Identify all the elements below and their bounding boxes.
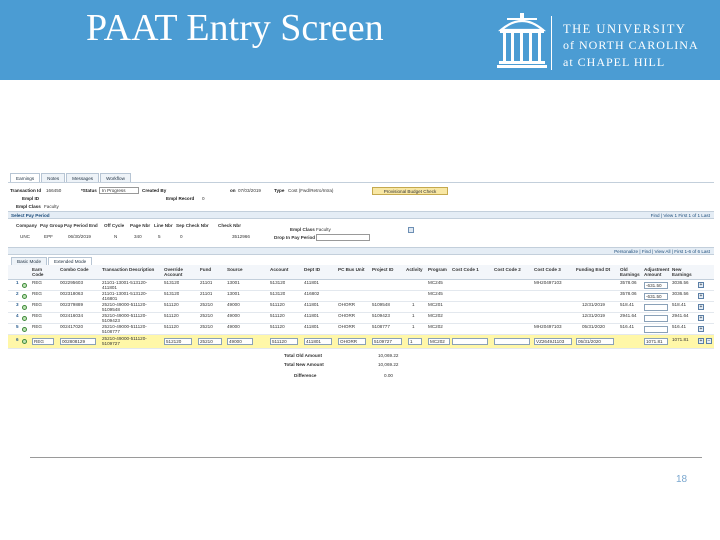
status-circle-icon[interactable] bbox=[22, 305, 27, 310]
adjustment-input[interactable] bbox=[644, 315, 668, 322]
col-company: Company bbox=[16, 223, 37, 228]
logo-line-2: of NORTH CAROLINA bbox=[563, 38, 699, 52]
row-fund: 21101 bbox=[200, 281, 213, 285]
row-dept-id: 411801 bbox=[304, 281, 319, 285]
col-funding-end-dt: Funding End Dt bbox=[576, 267, 611, 272]
row-source: 13001 bbox=[227, 292, 240, 296]
type-value: Cost (Fwd/Retro/Intra) bbox=[288, 188, 334, 193]
row-fund: 21101 bbox=[200, 292, 213, 296]
col-pay-period-end: Pay Period End bbox=[64, 223, 98, 228]
row-program: MC202 bbox=[428, 325, 443, 329]
tab-extended-mode[interactable]: Extended Mode bbox=[48, 257, 92, 265]
logo-line-3: at CHAPEL HILL bbox=[563, 55, 666, 69]
total-old-amount-value: 10,069.22 bbox=[378, 353, 399, 358]
col-line-nbr: Line Nbr bbox=[154, 223, 173, 228]
tab-messages[interactable]: Messages bbox=[66, 173, 99, 182]
total-new-amount-label: Total New Amount bbox=[284, 362, 324, 367]
col-off-cycle: Off Cycle bbox=[104, 223, 125, 228]
row-description: 25210-49000-511120-5108777 bbox=[102, 325, 147, 334]
paat-entry-screenshot bbox=[8, 171, 714, 399]
row-combo-code: 002379889 bbox=[60, 303, 83, 307]
row-account: 513120 bbox=[270, 281, 286, 285]
row-program: MC245 bbox=[428, 281, 443, 285]
pp-pay-period-end: 06/30/2019 bbox=[68, 234, 91, 239]
row-account: 511120 bbox=[270, 325, 285, 329]
pp-page-nbr: 340 bbox=[134, 234, 142, 239]
activity-input[interactable]: 1 bbox=[408, 338, 422, 345]
col-account: Account bbox=[270, 267, 289, 272]
row-description: 25210-49000-511120-5109548 bbox=[102, 303, 147, 312]
earn-code-input[interactable]: REG bbox=[32, 338, 54, 345]
select-pay-period-title: Select Pay Period bbox=[11, 213, 50, 218]
col-earn-code: Earn Code bbox=[32, 267, 44, 277]
transaction-id-value: 166450 bbox=[46, 188, 62, 193]
on-date: 07/03/2019 bbox=[238, 188, 261, 193]
row-combo-code: 002417020 bbox=[60, 325, 83, 329]
row-source: 13001 bbox=[227, 281, 240, 285]
col-program: Program bbox=[428, 267, 447, 272]
row-dept-id: 416802 bbox=[304, 292, 320, 296]
table-row bbox=[8, 302, 714, 313]
status-label: *Status bbox=[81, 188, 97, 193]
row-activity: 1 bbox=[412, 303, 415, 307]
row-description: 21101-13001-513120-416801 bbox=[102, 292, 148, 301]
pp-sep-check-nbr: 0 bbox=[180, 234, 183, 239]
row-pc-bus-unit: OHORR bbox=[338, 325, 356, 329]
on-label: on bbox=[230, 188, 236, 193]
row-earn-code: REG bbox=[32, 325, 42, 329]
row-description: 25210-49000-511120-5109423 bbox=[102, 314, 147, 323]
col-adjustment-amount: Adjustment Amount bbox=[644, 267, 670, 277]
col-combo-code: Combo Code bbox=[60, 267, 89, 272]
tab-notes[interactable]: Notes bbox=[41, 173, 65, 182]
status-circle-icon[interactable] bbox=[22, 327, 27, 332]
drop-in-pay-period-select[interactable] bbox=[316, 234, 370, 241]
row-number: 1 bbox=[16, 281, 19, 285]
col-page-nbr: Page Nbr bbox=[130, 223, 151, 228]
row-fund: 25210 bbox=[200, 303, 213, 307]
col-old-earnings: Old Earnings bbox=[620, 267, 640, 277]
status-select[interactable]: In Progress bbox=[99, 187, 139, 194]
row-earn-code: REG bbox=[32, 292, 42, 296]
program-input[interactable]: MC202 bbox=[428, 338, 450, 345]
col-override-account: Override Account bbox=[164, 267, 183, 277]
drop-in-pay-period-label: Drop In Pay Period bbox=[274, 235, 316, 240]
tab-workflow[interactable]: Workflow bbox=[100, 173, 131, 182]
row-number: 4 bbox=[16, 314, 19, 318]
row-fund: 25210 bbox=[200, 314, 213, 318]
row-funding-end: 12/31/2019 bbox=[582, 314, 605, 318]
row-new-earnings: 518.41 bbox=[672, 303, 687, 307]
empl-class-label: Empl Class bbox=[16, 204, 41, 209]
combo-code-input[interactable]: 002808129 bbox=[60, 338, 96, 345]
page-number: 18 bbox=[676, 474, 688, 485]
row-override-account: 511120 bbox=[164, 303, 179, 307]
table-row-new-highlighted bbox=[8, 335, 714, 349]
row-old-earnings: 3578.06 bbox=[620, 281, 637, 285]
pp-line-nbr: 5 bbox=[158, 234, 161, 239]
col-cost-code-2: Cost Code 2 bbox=[494, 267, 521, 272]
empl-record-value: 0 bbox=[202, 196, 205, 201]
tab-basic-mode[interactable]: Basic Mode bbox=[11, 257, 47, 265]
project-id-input[interactable]: 5109727 bbox=[372, 338, 402, 345]
row-project-id: 5109548 bbox=[372, 303, 390, 307]
row-override-account: 511120 bbox=[164, 325, 179, 329]
row-override-account: 513120 bbox=[164, 292, 180, 296]
difference-value: 0.00 bbox=[384, 373, 393, 378]
col-pc-bus-unit: PC Bus Unit bbox=[338, 267, 365, 272]
row-source: 49000 bbox=[227, 314, 240, 318]
row-earn-code: REG bbox=[32, 303, 42, 307]
unc-logo bbox=[497, 10, 717, 76]
row-old-earnings: 518.41 bbox=[620, 303, 635, 307]
row-fund: 25210 bbox=[200, 325, 213, 329]
status-circle-icon[interactable] bbox=[22, 294, 27, 299]
footer-divider bbox=[30, 457, 702, 458]
row-activity: 1 bbox=[412, 325, 415, 329]
fund-input[interactable]: 25210 bbox=[198, 338, 222, 345]
row-number: 5 bbox=[16, 325, 19, 329]
source-input[interactable]: 49000 bbox=[227, 338, 253, 345]
col-activity: Activity bbox=[406, 267, 423, 272]
row-account: 511120 bbox=[270, 303, 285, 307]
row-old-earnings: 516.41 bbox=[620, 325, 635, 329]
row-pc-bus-unit: OHORR bbox=[338, 303, 356, 307]
col-cost-code-3: Cost Code 3 bbox=[534, 267, 561, 272]
row-override-account: 513120 bbox=[164, 281, 180, 285]
row-description: 25210-49000-511120-5109727 bbox=[102, 337, 147, 346]
row-new-earnings: 3036.56 bbox=[672, 292, 689, 296]
logo-line-1: THE UNIVERSITY bbox=[563, 22, 687, 36]
row-source: 49000 bbox=[227, 303, 240, 307]
select-pay-period-nav[interactable]: Find | View 1 First 1 of 1 Last bbox=[650, 213, 710, 218]
cost-code-2-input[interactable] bbox=[494, 338, 530, 345]
add-row-icon[interactable]: + bbox=[699, 282, 703, 288]
dept-id-input[interactable]: 411801 bbox=[304, 338, 332, 345]
pc-bus-unit-input[interactable]: OHORR bbox=[338, 338, 366, 345]
empl-class-value: Faculty bbox=[44, 204, 59, 209]
status-circle-icon[interactable] bbox=[22, 339, 27, 344]
add-row-icon[interactable]: + bbox=[699, 315, 703, 321]
row-project-id: 5109423 bbox=[372, 314, 390, 318]
row-program: MC201 bbox=[428, 303, 443, 307]
row-combo-code: 002416034 bbox=[60, 314, 83, 318]
slide-title: PAAT Entry Screen bbox=[86, 7, 384, 49]
row-new-earnings: 1071.81 bbox=[672, 338, 689, 342]
table-row bbox=[8, 291, 714, 302]
col-new-earnings: New Earnings bbox=[672, 267, 692, 277]
override-account-input[interactable]: 512120 bbox=[164, 338, 192, 345]
adjustment-input[interactable] bbox=[644, 304, 668, 311]
row-account: 511120 bbox=[270, 314, 285, 318]
col-dept-id: Dept ID bbox=[304, 267, 321, 272]
type-label: Type bbox=[274, 188, 285, 193]
adjustment-input[interactable]: -631.50 bbox=[644, 282, 668, 289]
row-dept-id: 411801 bbox=[304, 303, 319, 307]
col-empl-class: Empl Class bbox=[290, 227, 315, 232]
row-funding-end: 12/31/2019 bbox=[582, 303, 605, 307]
account-input[interactable]: 511120 bbox=[270, 338, 298, 345]
row-pc-bus-unit: OHORR bbox=[338, 314, 356, 318]
col-sep-check-nbr: Sep Check Nbr bbox=[176, 223, 209, 228]
row-new-earnings: 2941.64 bbox=[672, 314, 689, 318]
provisional-budget-check-button[interactable]: Provisional Budget Check bbox=[372, 187, 448, 195]
tab-earnings[interactable]: Earnings bbox=[10, 173, 40, 182]
adjustment-input[interactable]: 1071.81 bbox=[644, 338, 668, 345]
row-description: 21101-13001-513120-411801 bbox=[102, 281, 148, 290]
pp-empl-class-value: Faculty bbox=[316, 227, 331, 232]
row-new-earnings: 3036.56 bbox=[672, 281, 689, 285]
row-combo-code: 002295603 bbox=[60, 281, 83, 285]
earnings-grid-header bbox=[8, 265, 714, 280]
table-row bbox=[8, 324, 714, 335]
row-override-account: 511120 bbox=[164, 314, 179, 318]
logo-divider bbox=[551, 16, 552, 70]
pay-period-nav[interactable]: Personalize | Find | View All | First 1-6 of 6 Last bbox=[614, 249, 710, 254]
row-earn-code: REG bbox=[32, 314, 42, 318]
adjustment-input[interactable]: -631.50 bbox=[644, 293, 668, 300]
row-combo-code: 002318063 bbox=[60, 292, 83, 296]
adjustment-input[interactable] bbox=[644, 326, 668, 333]
tab-divider bbox=[8, 182, 714, 183]
col-transaction-description: Transaction Description bbox=[102, 267, 155, 272]
row-project-id: 5108777 bbox=[372, 325, 390, 329]
row-number: 3 bbox=[16, 303, 19, 307]
add-row-icon[interactable]: + bbox=[699, 293, 703, 299]
row-source: 49000 bbox=[227, 325, 240, 329]
row-account: 513120 bbox=[270, 292, 286, 296]
transaction-id-label: Transaction Id bbox=[10, 188, 42, 193]
col-fund: Fund bbox=[200, 267, 212, 272]
funding-end-date-input[interactable]: 05/31/2020 bbox=[576, 338, 614, 345]
created-by-label: Created By bbox=[142, 188, 167, 193]
row-new-earnings: 516.41 bbox=[672, 325, 687, 329]
pp-company: UNC bbox=[20, 234, 30, 239]
pp-off-cycle: N bbox=[114, 234, 118, 239]
row-dept-id: 411801 bbox=[304, 325, 319, 329]
table-row bbox=[8, 313, 714, 324]
pp-check-nbr: 3512966 bbox=[232, 234, 250, 239]
row-cost-code-3: MH20497103 bbox=[534, 325, 562, 329]
delete-row-icon[interactable]: − bbox=[707, 338, 711, 344]
total-new-amount-value: 10,069.22 bbox=[378, 362, 399, 367]
pay-period-bar bbox=[8, 247, 714, 255]
add-row-icon[interactable]: + bbox=[699, 326, 703, 332]
add-row-icon[interactable]: + bbox=[699, 338, 703, 344]
status-circle-icon[interactable] bbox=[22, 316, 27, 321]
pp-pay-group: EPF bbox=[44, 234, 53, 239]
mode-tabs bbox=[11, 257, 93, 265]
col-source: Source bbox=[227, 267, 243, 272]
table-row bbox=[8, 280, 714, 291]
total-old-amount-label: Total Old Amount bbox=[284, 353, 323, 358]
difference-label: Difference bbox=[294, 373, 317, 378]
row-cost-code-3: MH20497103 bbox=[534, 281, 562, 285]
row-earn-code: REG bbox=[32, 281, 42, 285]
row-dept-id: 411801 bbox=[304, 314, 319, 318]
row-funding-end: 05/31/2020 bbox=[582, 325, 605, 329]
row-old-earnings: 2941.64 bbox=[620, 314, 637, 318]
status-circle-icon[interactable] bbox=[22, 283, 27, 288]
col-project-id: Project ID bbox=[372, 267, 394, 272]
col-pay-group: Pay Group bbox=[40, 223, 64, 228]
col-check-nbr: Check Nbr bbox=[218, 223, 241, 228]
empl-id-label: Empl ID bbox=[22, 196, 40, 201]
old-well-icon bbox=[497, 10, 547, 76]
add-row-icon[interactable]: + bbox=[699, 304, 703, 310]
empl-record-label: Empl Record bbox=[166, 196, 195, 201]
row-program: MC202 bbox=[428, 314, 443, 318]
cost-code-3-input[interactable]: VZ2649J1103 bbox=[534, 338, 572, 345]
select-pay-period-bar bbox=[8, 211, 714, 219]
row-old-earnings: 3578.06 bbox=[620, 292, 637, 296]
calendar-icon[interactable] bbox=[408, 227, 414, 233]
row-activity: 1 bbox=[412, 314, 415, 318]
col-cost-code-1: Cost Code 1 bbox=[452, 267, 479, 272]
cost-code-1-input[interactable] bbox=[452, 338, 488, 345]
row-program: MC245 bbox=[428, 292, 443, 296]
row-number: 6 bbox=[16, 338, 19, 342]
row-number: 2 bbox=[16, 292, 19, 296]
